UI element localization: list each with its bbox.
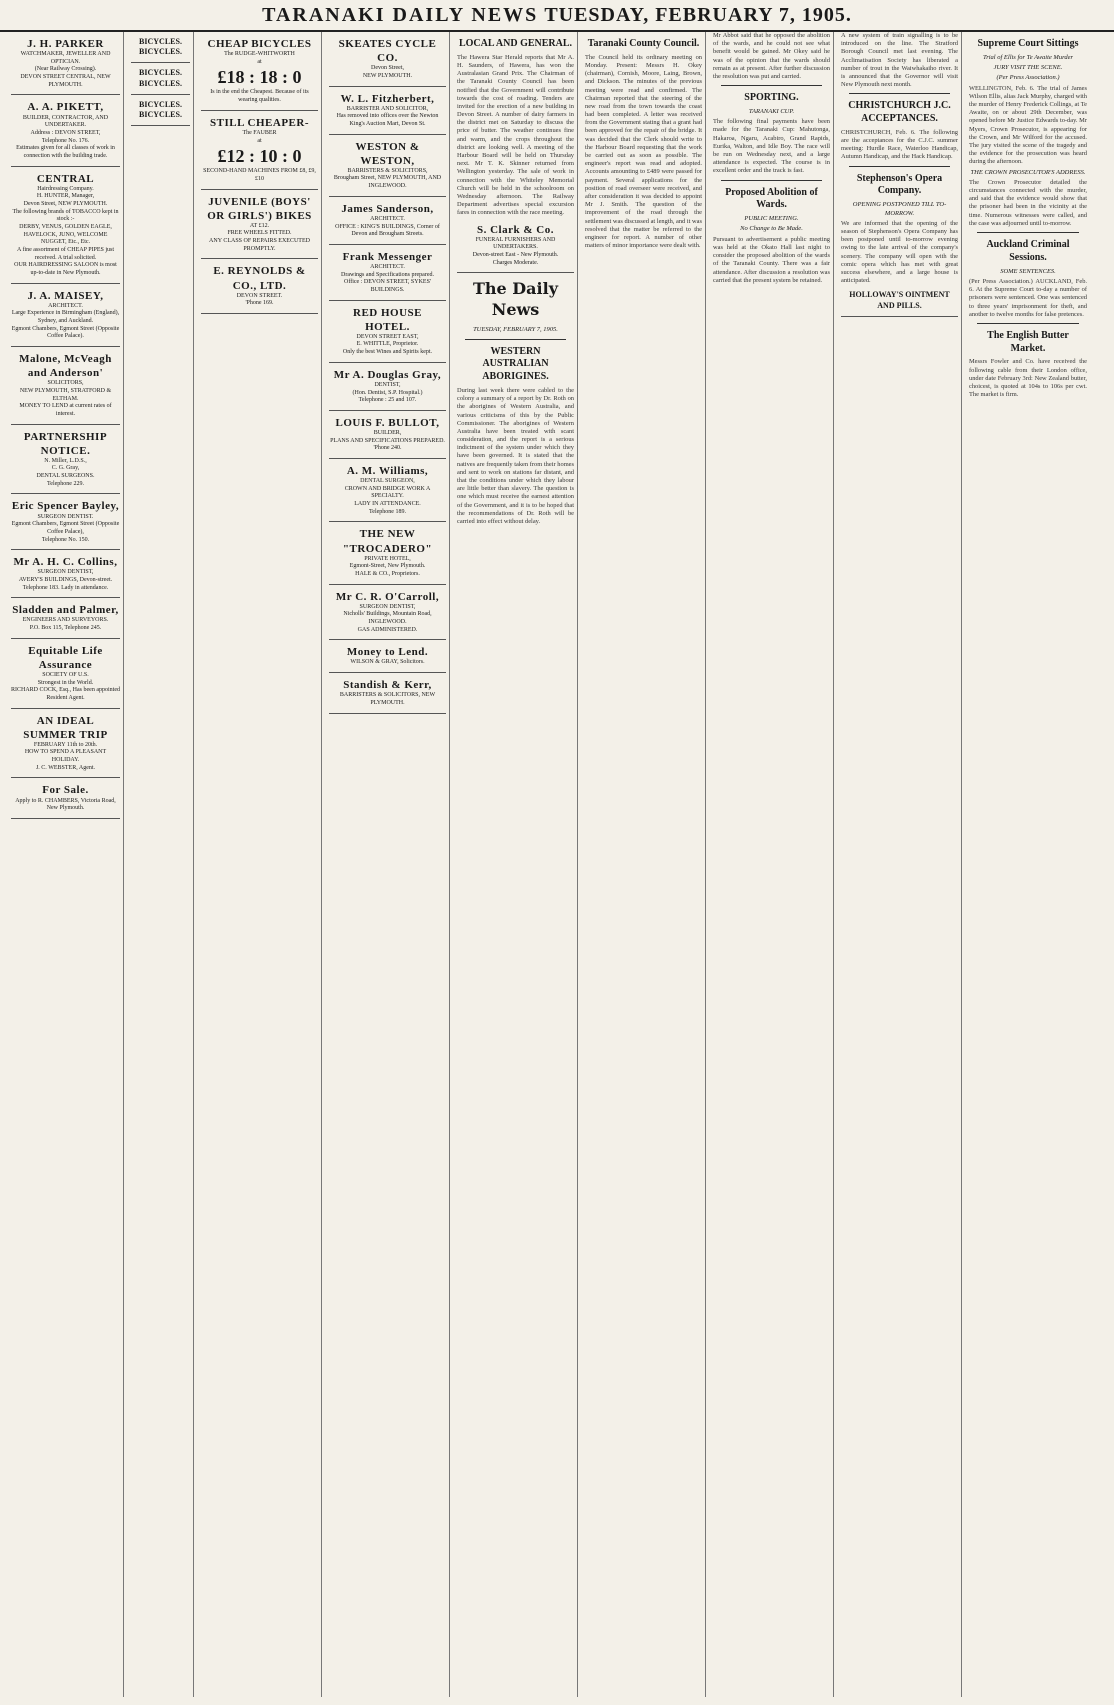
- advert-line: Telephone No. 176.: [41, 137, 90, 144]
- advert-line: AT £12.: [249, 222, 270, 229]
- advert-line: BUILDER,: [373, 429, 402, 436]
- advert-line: Telephone 189.: [369, 508, 406, 515]
- advert-line: DEVON STREET.: [236, 292, 283, 299]
- col4-advert: [329, 197, 446, 245]
- advert-title: Eric Spencer Bayley,: [11, 500, 120, 513]
- col4-advert: [329, 459, 446, 522]
- christchurch-body: CHRISTCHURCH, Feb. 6. The following are the acceptances for the C.J.C. summer meeting: Hurdle Race, Waterloo Handicap, Autumn Handicap, and the Hack Handicap.: [841, 128, 958, 161]
- advert-line: RICHARD COCK, Esq., Has been appointed Resident Agent.: [11, 687, 120, 701]
- advert-line: Is in the end the Cheapest. Because of its wearing qualities.: [210, 89, 309, 104]
- jury-visit-subhead: JURY VISIT THE SCENE.: [993, 64, 1063, 72]
- column-5: [454, 32, 578, 1697]
- press-association-credit: (Per Press Association.): [996, 74, 1060, 82]
- paper-title: TARANAKI DAILY NEWS: [262, 3, 539, 26]
- advert-line: OFFICE : KING'S BUILDINGS, Corner of Devon and Brougham Streets.: [335, 223, 440, 238]
- col4-advert: [329, 522, 446, 584]
- advert-title: JUVENILE (BOYS' OR GIRLS') BIKES: [207, 195, 312, 222]
- advert-line: DENTAL SURGEONS.: [36, 473, 95, 480]
- advert-price: £18 : 18 : 0: [217, 67, 302, 88]
- advert-line: (Hon. Dentist, S.P. Hospital.): [352, 389, 423, 396]
- col1-advert: [11, 778, 120, 818]
- advert-line: FEBRUARY 11th to 20th.: [33, 741, 98, 748]
- advert-title: SKEATES CYCLE CO.: [338, 38, 437, 65]
- auckland-sessions-body: (Per Press Association.) AUCKLAND, Feb. 6. At the Supreme Court to-day a number of prisoners were sentenced. One was sentenced to three years' imprisonment for theft, and another to twelve months for false pretences.: [969, 277, 1087, 318]
- wards-body: Pursuant to advertisement a public meeting was held at the Okato Hall last night to consider the proposed abolition of the wards of the Taranaki County. There was a fair attendance. After discussion a resolution was carried that the present system be retained.: [713, 235, 830, 284]
- col1-advert: [11, 639, 120, 709]
- sporting-headline: SPORTING.: [744, 92, 799, 104]
- advert-title: BICYCLES. BICYCLES.: [139, 99, 182, 120]
- advert-line: at: [257, 58, 262, 65]
- advert-line: DENTAL SURGEON,: [360, 478, 415, 485]
- advert-line: Egmont-Street, New Plymouth.: [349, 563, 426, 570]
- advert-line: 'Phone 169.: [245, 300, 274, 307]
- column-6: [582, 32, 706, 1697]
- taranaki-cup-subhead: TARANAKI CUP.: [748, 107, 795, 115]
- no-change-subhead: No Change to Be Made.: [740, 225, 803, 233]
- column-3: [198, 32, 322, 1697]
- crown-address-subhead: THE CROWN PROSECUTOR'S ADDRESS.: [970, 168, 1086, 176]
- issue-date: TUESDAY, FEBRUARY 7, 1905.: [544, 3, 852, 26]
- advert-line: Office : DEVON STREET, SYKES' BUILDINGS.: [343, 279, 432, 293]
- wards-headline: Proposed Abolition of Wards.: [725, 186, 818, 211]
- advert-line: BARRISTERS & SOLICITORS,: [347, 167, 428, 174]
- advert-title: CHEAP BICYCLES: [207, 38, 312, 50]
- advert-line: SECOND-HAND MACHINES FROM £8, £9, £10: [203, 168, 316, 182]
- advert-title: Equitable Life Assurance: [28, 644, 103, 671]
- advert-line: Telephone : 25 and 107.: [358, 397, 417, 404]
- advert-title: PARTNERSHIP NOTICE.: [23, 430, 108, 457]
- advert-line: PLANS AND SPECIFICATIONS PREPARED.: [330, 437, 445, 444]
- advert-title: Sladden and Palmer,: [12, 604, 119, 617]
- advert-title: Standish & Kerr,: [343, 679, 432, 692]
- advert-line: ENGINEERS AND SURVEYORS.: [22, 617, 109, 624]
- advert-line: MONEY TO LEND at current rates of interest.: [19, 403, 112, 417]
- advert-line: Telephone 183. Lady in attendance.: [22, 584, 109, 591]
- advert-line: SURGEON DENTIST,: [37, 569, 94, 576]
- clark-title: S. Clark & Co.: [477, 223, 554, 236]
- advert-line: Has removed into offices over the Newton King's Auction Mart, Devon St.: [336, 113, 439, 127]
- advert-line: Telephone 229.: [47, 480, 84, 487]
- crown-address-body: The Crown Prosecutor detailed the circumstances connected with the murder, and said that the evidence would show that the prisoner had been in the vicinity at the time. Numerous witnesses were called, and the case was adjourned until to-morrow.: [969, 178, 1087, 227]
- advert-line: Egmont Chambers, Egmont Street (Opposite Coffee Palace).: [11, 325, 120, 340]
- advert-title: E. REYNOLDS & CO., LTD.: [213, 265, 306, 292]
- col1-advert: [11, 347, 120, 425]
- advert-line: HOW TO SPEND A PLEASANT HOLIDAY.: [24, 749, 107, 764]
- advert-line: Drawings and Specifications prepared.: [341, 271, 434, 278]
- column-2: [128, 32, 194, 1697]
- col4-advert: [329, 363, 446, 411]
- advert-title: W. L. Fitzherbert,: [340, 92, 435, 105]
- advert-line: P.O. Box 115, Telephone 245.: [29, 625, 102, 632]
- advert-line: Only the best Wines and Spirits kept.: [342, 349, 433, 356]
- advert-title: Mr A. H. C. Collins,: [13, 556, 118, 569]
- advert-line: Apply to R. CHAMBERS, Victoria Road, New Plymouth.: [15, 797, 116, 812]
- advert-price: £12 : 10 : 0: [217, 146, 302, 167]
- news-briefs-body: A new system of train signalling is to be introduced on the line. The Stratford Borough Council met last evening. The Acclimatisation Society has liberated a number of trout in the Waiwhakaiho river. It is announced that the Governor will visit New Plymouth next month.: [841, 32, 958, 89]
- clark-line-1: FUNERAL FURNISHERS AND UNDERTAKERS.: [475, 236, 556, 251]
- advert-line: The following brands of TOBACCO kept in stock :-: [12, 208, 119, 223]
- advert-title: Money to Lend.: [346, 646, 429, 659]
- column-4: [326, 32, 450, 1697]
- col4-advert: [329, 301, 446, 363]
- advert-title: Mr A. Douglas Gray,: [333, 368, 442, 381]
- col1-advert: [11, 32, 120, 95]
- sporting-body: The following final payments have been made for the Taranaki Cup: Mahutonga, Hakaroa, Ngaru, Acabiro, Grand Rapids, Eurika, Walton, and Idle Boy. The race will be run on Wednesday next, and a large attendance is expected. The course is in excellent order and the track is fast.: [713, 118, 830, 175]
- aborigines-body: During last week there were cabled to the colony a summary of a report by Dr. Roth on the aborigines of Western Australia, and various criticisms of this by the Public Commissioner. The aborigines of Western Australia have been treated with scant consideration, and the report is a serious indictment of the system under which they have been governed. It is stated that the natives are frequently taken from their homes and sent to work on stations far distant, and that the conditions under which they labour are little better than slavery. The question is one which must receive the earnest attention of the Government, and it is to be hoped that the recommendations of Dr. Roth will be carried into effect without delay.: [457, 386, 574, 525]
- supreme-court-body: WELLINGTON, Feb. 6. The trial of James Wilson Ellis, alias Jack Murphy, charged with the murder of Henry Frederick Collings, at Te Awaite, on or about 29th December, was opened before Mr Justice Edwards to-day. Mr Myers, Crown Prosecutor, is appearing for the Crown, and Mr Wilford for the accused. The jury visited the scene of the tragedy and the evidence for the prosecution was heard during the afternoon.: [969, 84, 1087, 166]
- advert-line: N. Miller, L.D.S.,: [44, 457, 87, 464]
- advert-title: RED HOUSE HOTEL.: [353, 306, 422, 333]
- column-8: [838, 32, 962, 1697]
- advert-title: BICYCLES. BICYCLES.: [139, 37, 182, 57]
- advert-line: J. C. WEBSTER, Agent.: [35, 764, 96, 771]
- advert-line: SOCIETY OF U.S.: [42, 671, 89, 678]
- advert-line: at: [257, 137, 262, 144]
- col1-advert: [11, 425, 120, 495]
- advert-line: AVERY'S BUILDINGS, Devon-street.: [18, 577, 113, 583]
- opera-body: We are informed that the opening of the season of Stephenson's Opera Company has been postponed until to-morrow evening owing to the late arrival of the company's scenery. The company will open with the comic opera which has met with great success elsewhere, and a large house is anticipated.: [841, 219, 958, 285]
- advert-title: James Sanderson,: [341, 202, 434, 215]
- advert-title: LOUIS F. BULLOT,: [335, 416, 440, 429]
- col3-advert: [201, 111, 318, 190]
- advert-line: Devon Street, NEW PLYMOUTH.: [23, 200, 108, 207]
- advert-line: CROWN AND BRIDGE WORK A SPECIALTY.: [344, 485, 431, 500]
- masthead: [0, 0, 1114, 32]
- col3-advert: [201, 259, 318, 314]
- butter-market-body: Messrs Fowler and Co. have received the following cable from their London office, under date February 3rd: New Zealand butter, choicest, is quoted at 104s to 106s per cwt. The market is firm.: [969, 358, 1087, 399]
- advert-line: (Near Railway Crossing).: [34, 66, 97, 73]
- advert-line: SOLICITORS,: [47, 380, 84, 387]
- advert-title: BICYCLES. BICYCLES.: [139, 68, 182, 88]
- advert-title: CENTRAL: [36, 172, 95, 185]
- advert-line: FREE WHEELS FITTED.: [227, 230, 292, 237]
- col1-advert: [11, 550, 120, 598]
- advert-line: DERBY, VENUS, GOLDEN EAGLE, HAVELOCK, JUNO, WELCOME NUGGET, Etc., Etc.: [19, 223, 112, 246]
- advert-line: BARRISTER AND SOLICITOR,: [346, 105, 429, 112]
- local-general-body: The Hawera Star Herald reports that Mr A. H. Saunders, of Hawera, has won the Australasian Grand Prix. The Chairman of the Taranaki County Council has been notified that the Government will contribute towards the cost of roading. Tenders are invited for the erection of a new building in Devon Street. A number of dairy farmers in the district met on Saturday to discuss the price of butter. The weather continues fine and warm, and the crops throughout the district are looking well. A meeting of the Harbour Board will be held on Thursday next. Mr T. K. Skinner returned from Wellington yesterday. The sale of work in connection with the Whiteley Memorial Church will be held in the schoolroom on Wednesday afternoon. The Railway Department advertises special excursion fares in connection with the race meeting.: [457, 53, 574, 217]
- butter-market-headline: The English Butter Market.: [987, 329, 1069, 354]
- advert-title: Frank Messenger: [342, 250, 433, 263]
- advert-line: DENTIST,: [374, 381, 401, 388]
- clark-line-3: Charges Moderate.: [492, 259, 539, 266]
- supreme-court-headline: Supreme Court Sittings: [977, 38, 1079, 49]
- col4-advert: [329, 135, 446, 197]
- advert-line: 'Phone 240.: [373, 445, 402, 452]
- col2-advert: [131, 32, 190, 63]
- advert-line: A fine assortment of CHEAP PIPES just received. A trial solicited.: [16, 247, 115, 261]
- advert-line: Brougham Street, NEW PLYMOUTH, AND INGLEWOOD.: [333, 175, 442, 190]
- clark-ad: [457, 218, 574, 274]
- advert-line: PRIVATE HOTEL,: [364, 555, 411, 562]
- advert-line: ARCHITECT.: [48, 302, 83, 309]
- advert-line: H. HUNTER, Manager,: [36, 193, 95, 200]
- clark-line-2: Devon-street East - New Plymouth.: [472, 251, 559, 258]
- advert-title: J. A. MAISEY,: [27, 289, 104, 302]
- advert-line: C. G. Gray,: [51, 465, 80, 472]
- col4-advert: [329, 87, 446, 135]
- col2-advert: [131, 63, 190, 94]
- advert-line: Egmont Chambers, Egmont Street (Opposite Coffee Palace),: [11, 521, 120, 535]
- daily-news-title: The Daily News: [473, 279, 558, 319]
- col4-advert: [329, 640, 446, 673]
- public-meeting-subhead: PUBLIC MEETING.: [744, 215, 799, 223]
- advert-line: ARCHITECT.: [370, 263, 405, 270]
- col4-advert: [329, 585, 446, 641]
- advert-line: Devon Street,: [371, 65, 404, 72]
- advert-line: NEW PLYMOUTH, STRATFORD & ELTHAM.: [19, 387, 112, 402]
- advert-line: Hairdressing Company.: [37, 185, 94, 192]
- col3-advert: [201, 190, 318, 260]
- advert-line: WILSON & GRAY, Solicitors.: [350, 659, 425, 666]
- advert-line: BARRISTERS & SOLICITORS, NEW PLYMOUTH.: [339, 692, 436, 706]
- advert-title: For Sale.: [42, 784, 89, 797]
- advert-title: J. H. PARKER: [27, 38, 104, 50]
- advert-line: SURGEON DENTIST,: [359, 603, 416, 610]
- advert-line: ARCHITECT.: [370, 215, 405, 222]
- auckland-sessions-headline: Auckland Criminal Sessions.: [986, 239, 1070, 263]
- col4-advert: [329, 673, 446, 713]
- wards-continued-body: Mr Abbot said that he opposed the abolition of the wards, and he could not see what benefit would be gained. Mr Okey said he was of the opinion that the wards should remain as at present. After further discussion the resolution was put and carried.: [713, 32, 830, 80]
- advert-title: WESTON & WESTON,: [355, 140, 420, 167]
- col4-advert: [329, 32, 446, 87]
- advert-line: ANY CLASS OF REPAIRS EXECUTED PROMPTLY.: [209, 238, 310, 252]
- ellis-trial-subhead: Trial of Ellis for Te Awaite Murder: [982, 53, 1074, 61]
- advert-line: Telephone No. 150.: [41, 536, 90, 543]
- column-9: [966, 32, 1090, 1697]
- col4-advert: [329, 411, 446, 459]
- advert-line: Strongest in the World.: [37, 679, 94, 686]
- advert-line: Estimates given for all classes of work in connection with the building trade.: [16, 145, 115, 159]
- advert-line: BUILDER, CONTRACTOR, AND UNDERTAKER.: [22, 114, 109, 129]
- advert-line: Large Experience in Birmingham (England), Sydney, and Auckland.: [11, 310, 120, 325]
- col1-advert: [11, 494, 120, 550]
- col1-advert: [11, 284, 120, 347]
- advert-title: THE NEW "TROCADERO": [342, 528, 433, 555]
- advert-line: HALE & CO., Proprietors.: [355, 570, 420, 577]
- holloway-ad: [841, 285, 958, 316]
- advert-line: OUR HAIRDRESSING SALOON is most up-to-date in New Plymouth.: [14, 262, 117, 277]
- local-general-headline: LOCAL AND GENERAL.: [458, 38, 573, 49]
- advert-line: GAS ADMINISTERED.: [357, 626, 418, 633]
- advert-title: A. A. PIKETT,: [27, 101, 104, 114]
- advert-line: SURGEON DENTIST.: [37, 513, 94, 520]
- advert-line: WATCHMAKER, JEWELLER AND OPTICIAN.: [20, 51, 111, 65]
- col4-advert: [329, 245, 446, 301]
- opera-subhead: OPENING POSTPONED TILL TO-MORROW.: [852, 201, 947, 217]
- christchurch-headline: CHRISTCHURCH J.C. ACCEPTANCES.: [848, 100, 951, 125]
- advert-title: Mr C. R. O'Carroll,: [335, 590, 440, 603]
- advert-line: LADY IN ATTENDANCE.: [354, 501, 421, 508]
- advert-line: The FAUBER: [242, 129, 277, 136]
- col1-advert: [11, 95, 120, 166]
- holloway-title: HOLLOWAY'S OINTMENT AND PILLS.: [849, 290, 950, 310]
- col1-advert: [11, 709, 120, 779]
- advert-line: Address : DEVON STREET,: [30, 129, 101, 136]
- col1-advert: [11, 167, 120, 284]
- advert-title: STILL CHEAPER-: [210, 116, 309, 129]
- advert-line: The RUDGE-WHITWORTH: [224, 51, 295, 58]
- column-7: [710, 32, 834, 1697]
- advert-line: DEVON STREET CENTRAL, NEW PLYMOUTH.: [20, 74, 111, 88]
- col2-advert: [131, 95, 190, 126]
- col3-advert: [201, 32, 318, 111]
- advert-title: A. M. Williams,: [346, 464, 429, 477]
- advert-line: NEW PLYMOUTH.: [362, 72, 413, 79]
- aborigines-headline: WESTERN AUSTRALIAN ABORIGINES.: [482, 345, 549, 383]
- column-1: [8, 32, 124, 1697]
- advert-line: Nicholls' Buildings, Mountain Road, INGLEWOOD.: [343, 611, 432, 626]
- daily-news-date: TUESDAY, FEBRUARY 7, 1905.: [473, 326, 558, 334]
- advert-title: Malone, McVeagh and Anderson': [19, 353, 112, 380]
- county-council-headline: Taranaki County Council.: [587, 38, 700, 49]
- county-council-body: The Council held its ordinary meeting on Monday. Present: Messrs H. Okey (chairman), Cornish, Moore, Laing, Brown, and Dickson. The minutes of the previous meeting were read and confirmed. The Chairman reported that the steering of the new road from the town towards the coast had been completed. A letter was received from the Government stating that a grant had been approved for the repair of the bridge. It was decided that the Clerk should write to the Harbour Board requesting that the work be carried out as soon as possible. The engineer's report was read and adopted. Accounts amounting to £489 were passed for payment. Several applications for the position of road overseer were received, and after consideration it was decided to appoint Mr J. Smith. The question of the improvement of the road through the settlement was discussed at length, and it was resolved that the matter be referred to the engineer for report. A number of other matters of minor importance were dealt with.: [585, 53, 702, 250]
- advert-line: DEVON STREET EAST,: [356, 333, 419, 340]
- advert-line: E. WHITTLE, Proprietor.: [356, 341, 419, 348]
- sentences-subhead: SOME SENTENCES.: [1000, 267, 1056, 275]
- advert-title: AN IDEAL SUMMER TRIP: [23, 714, 108, 741]
- opera-headline: Stephenson's Opera Company.: [856, 172, 943, 197]
- col1-advert: [11, 598, 120, 638]
